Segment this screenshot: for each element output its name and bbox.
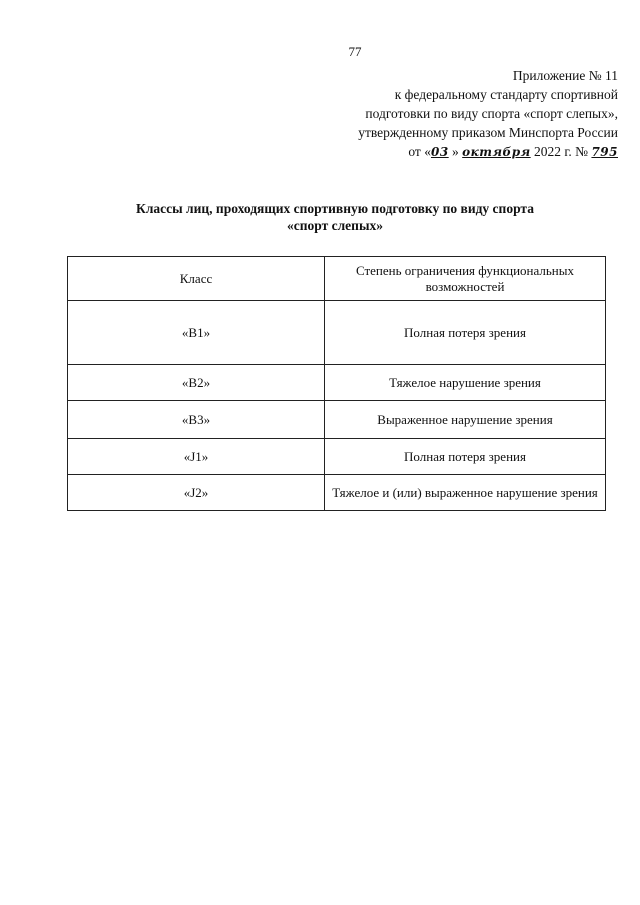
- date-month: октября: [462, 145, 531, 159]
- date-day-close: »: [452, 144, 459, 159]
- class-cell: «B3»: [68, 401, 325, 439]
- class-cell: «J1»: [68, 439, 325, 475]
- class-cell: «B2»: [68, 365, 325, 401]
- page-number: 77: [348, 44, 362, 59]
- appendix-block: [300, 66, 618, 162]
- degree-cell: Полная потеря зрения: [325, 301, 606, 365]
- degree-cell: Выраженное нарушение зрения: [325, 401, 606, 439]
- table-row: [68, 301, 606, 365]
- header-degree: Степень ограничения функциональных возможностей: [325, 257, 606, 301]
- table-row: [68, 401, 606, 439]
- table-header-row: [68, 257, 606, 301]
- classes-table: [67, 256, 606, 511]
- degree-cell: Полная потеря зрения: [325, 439, 606, 475]
- table-row: [68, 475, 606, 511]
- appendix-line-standard: к федеральному стандарту спортивной: [394, 87, 618, 102]
- appendix-line-sport: подготовки по виду спорта «спорт слепых»,: [365, 106, 618, 121]
- appendix-date-line: [300, 142, 618, 162]
- appendix-line-order: утвержденному приказом Минспорта России: [358, 125, 618, 140]
- header-class: Класс: [68, 257, 325, 301]
- degree-cell: Тяжелое нарушение зрения: [325, 365, 606, 401]
- table-row: [68, 365, 606, 401]
- date-prefix: от «: [408, 144, 431, 159]
- class-cell: «B1»: [68, 301, 325, 365]
- date-day: 03: [430, 145, 449, 159]
- date-year: 2022 г. №: [534, 144, 589, 159]
- heading-line-2: «спорт слепых»: [287, 218, 383, 233]
- document-heading: [40, 200, 630, 234]
- degree-cell: Тяжелое и (или) выраженное нарушение зрения: [325, 475, 606, 511]
- class-cell: «J2»: [68, 475, 325, 511]
- order-number: 795: [591, 145, 618, 159]
- appendix-title: Приложение № 11: [512, 68, 618, 83]
- table-row: [68, 439, 606, 475]
- heading-line-1: Классы лиц, проходящих спортивную подготовку по виду спорта: [136, 201, 534, 216]
